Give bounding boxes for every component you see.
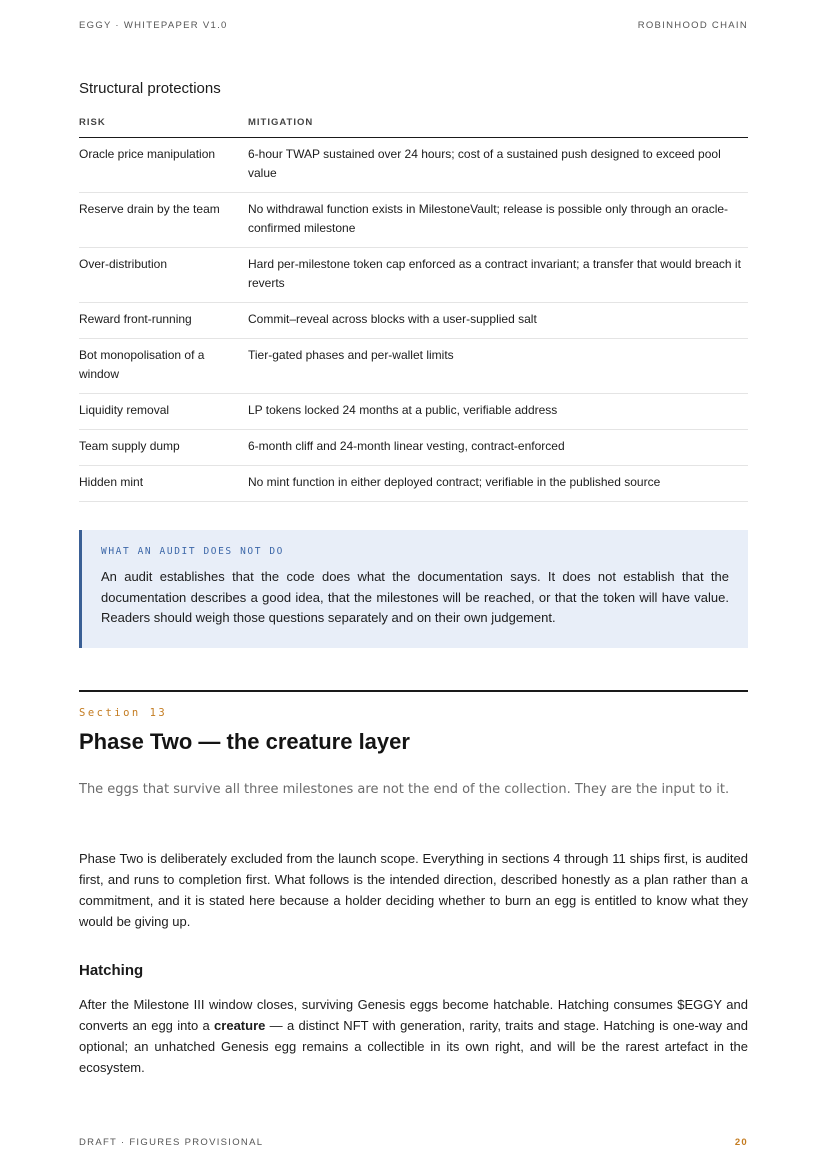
table-row: [79, 193, 748, 248]
table-row: [79, 466, 748, 502]
risk-cell: Bot monopolisation of a window: [79, 339, 248, 394]
table-row: [79, 303, 748, 339]
table-header-row: [79, 113, 748, 138]
header-doc-title: EGGY · WHITEPAPER V1.0: [79, 20, 228, 31]
mitigation-cell: No withdrawal function exists in MilestoneVault; release is possible only through an oracle-confirmed milestone: [248, 193, 748, 248]
mitigation-cell: 6-month cliff and 24-month linear vesting, contract-enforced: [248, 430, 748, 466]
table-row: [79, 430, 748, 466]
mitigation-cell: Tier-gated phases and per-wallet limits: [248, 339, 748, 394]
paragraph-text: After the Milestone III window closes, surviving Genesis eggs become hatchable. Hatching consumes $EGGY and converts an egg into a: [79, 997, 748, 1033]
creature-term: creature: [214, 1018, 266, 1033]
hatching-paragraph: [79, 994, 748, 1078]
page-header: [79, 20, 748, 34]
page-number: 20: [734, 1137, 748, 1148]
mitigation-cell: Commit–reveal across blocks with a user-supplied salt: [248, 303, 748, 339]
column-header-risk: RISK: [79, 113, 248, 138]
section-divider: [79, 690, 748, 692]
table-row: [79, 248, 748, 303]
table-row: [79, 138, 748, 193]
table-row: [79, 394, 748, 430]
page-footer: [79, 1137, 748, 1151]
callout-label: WHAT AN AUDIT DOES NOT DO: [101, 546, 284, 557]
column-header-mitigation: MITIGATION: [248, 113, 748, 138]
section-number-label: Section 13: [79, 707, 168, 719]
section-lede: The eggs that survive all three milestones are not the end of the collection. They are the input to it.: [79, 782, 730, 797]
table-row: [79, 339, 748, 394]
footer-draft-note: DRAFT · FIGURES PROVISIONAL: [79, 1137, 264, 1148]
risk-cell: Team supply dump: [79, 430, 248, 466]
risk-cell: Reward front-running: [79, 303, 248, 339]
callout-body: An audit establishes that the code does what the documentation says. It does not establish that the documentation describes a good idea, that the milestones will be reached, or that the token will have value. Readers should weigh those questions separately and on their own judgement.: [101, 569, 729, 625]
hatching-heading: Hatching: [79, 962, 144, 979]
protections-table: [79, 113, 748, 502]
risk-cell: Oracle price manipulation: [79, 138, 248, 193]
risk-cell: Liquidity removal: [79, 394, 248, 430]
mitigation-cell: Hard per-milestone token cap enforced as a contract invariant; a transfer that would breach it reverts: [248, 248, 748, 303]
risk-cell: Reserve drain by the team: [79, 193, 248, 248]
body-paragraph: Phase Two is deliberately excluded from the launch scope. Everything in sections 4 through 11 ships first, is audited first, and runs to completion first. What follows is the intended direction, described honestly as a plan rather than a commitment, and it is stated here because a holder deciding whether to burn an egg is entitled to know what they would be giving up.: [79, 851, 748, 929]
mitigation-cell: 6-hour TWAP sustained over 24 hours; cost of a sustained push designed to exceed pool value: [248, 138, 748, 193]
section-title: Phase Two — the creature layer: [79, 729, 410, 754]
header-chain-name: ROBINHOOD CHAIN: [637, 20, 748, 31]
risk-cell: Over-distribution: [79, 248, 248, 303]
mitigation-cell: No mint function in either deployed contract; verifiable in the published source: [248, 466, 748, 502]
mitigation-cell: LP tokens locked 24 months at a public, verifiable address: [248, 394, 748, 430]
paragraph-text: — a distinct NFT with generation, rarity, traits and stage. Hatching is one-way and optional; an unhatched Genesis egg remains a collectible in its own right, and will be the rarest artefact in the ecosystem.: [79, 1018, 748, 1075]
protections-heading: Structural protections: [79, 80, 221, 97]
audit-callout: [79, 530, 748, 648]
risk-cell: Hidden mint: [79, 466, 248, 502]
